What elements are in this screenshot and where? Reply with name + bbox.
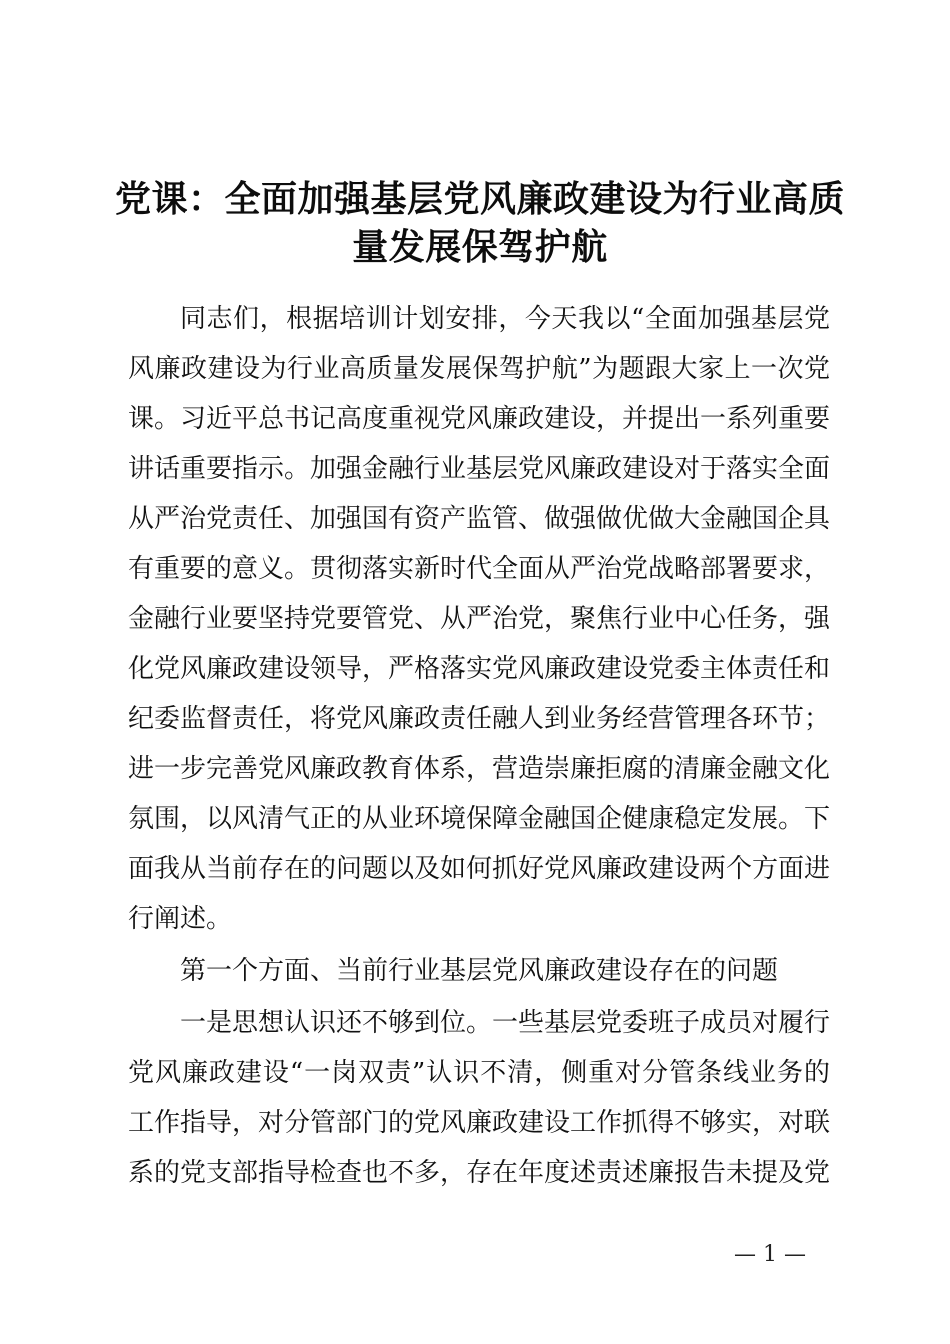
paragraph-line: 一是思想认识还不够到位。一些基层党委班子成员对履行 xyxy=(180,1008,831,1038)
paragraph-line: 金融行业要坚持党要管党、从严治党，聚焦行业中心任务，强 xyxy=(128,604,831,634)
paragraph-line: 进一步完善党风廉政教育体系，营造崇廉拒腐的清廉金融文化 xyxy=(128,754,831,784)
paragraph-line: 面我从当前存在的问题以及如何抓好党风廉政建设两个方面进 xyxy=(128,854,831,884)
paragraph-line: 课。习近平总书记高度重视党风廉政建设，并提出一系列重要 xyxy=(128,404,831,434)
paragraph-line: 同志们，根据培训计划安排，今天我以“全面加强基层党 xyxy=(180,304,830,334)
document-title-line-1: 党课：全面加强基层党风廉政建设为行业高质 xyxy=(114,179,845,220)
page-number: — 1 — xyxy=(734,1242,806,1267)
paragraph-line: 纪委监督责任，将党风廉政责任融人到业务经营管理各环节； xyxy=(128,704,831,734)
paragraph-line: 化党风廉政建设领导，严格落实党风廉政建设党委主体责任和 xyxy=(128,654,831,684)
paragraph-line: 党风廉政建设“一岗双责”认识不清，侧重对分管条线业务的 xyxy=(128,1058,830,1088)
paragraph-line: 氛围，以风清气正的从业环境保障金融国企健康稳定发展。下 xyxy=(128,804,831,834)
paragraph-line: 系的党支部指导检查也不多，存在年度述责述廉报告未提及党 xyxy=(128,1158,831,1188)
paragraph-line: 从严治党责任、加强国有资产监管、做强做优做大金融国企具 xyxy=(128,504,831,534)
paragraph-line: 行阐述。 xyxy=(128,904,233,934)
paragraph-line: 风廉政建设为行业高质量发展保驾护航”为题跟大家上一次党 xyxy=(128,354,830,384)
section-heading: 第一个方面、当前行业基层党风廉政建设存在的问题 xyxy=(180,956,779,986)
paragraph-line: 有重要的意义。贯彻落实新时代全面从严治党战略部署要求， xyxy=(128,554,831,584)
paragraph-line: 讲话重要指示。加强金融行业基层党风廉政建设对于落实全面 xyxy=(128,454,831,484)
document-title-line-2: 量发展保驾护航 xyxy=(352,227,608,268)
paragraph-line: 工作指导，对分管部门的党风廉政建设工作抓得不够实，对联 xyxy=(128,1108,831,1138)
